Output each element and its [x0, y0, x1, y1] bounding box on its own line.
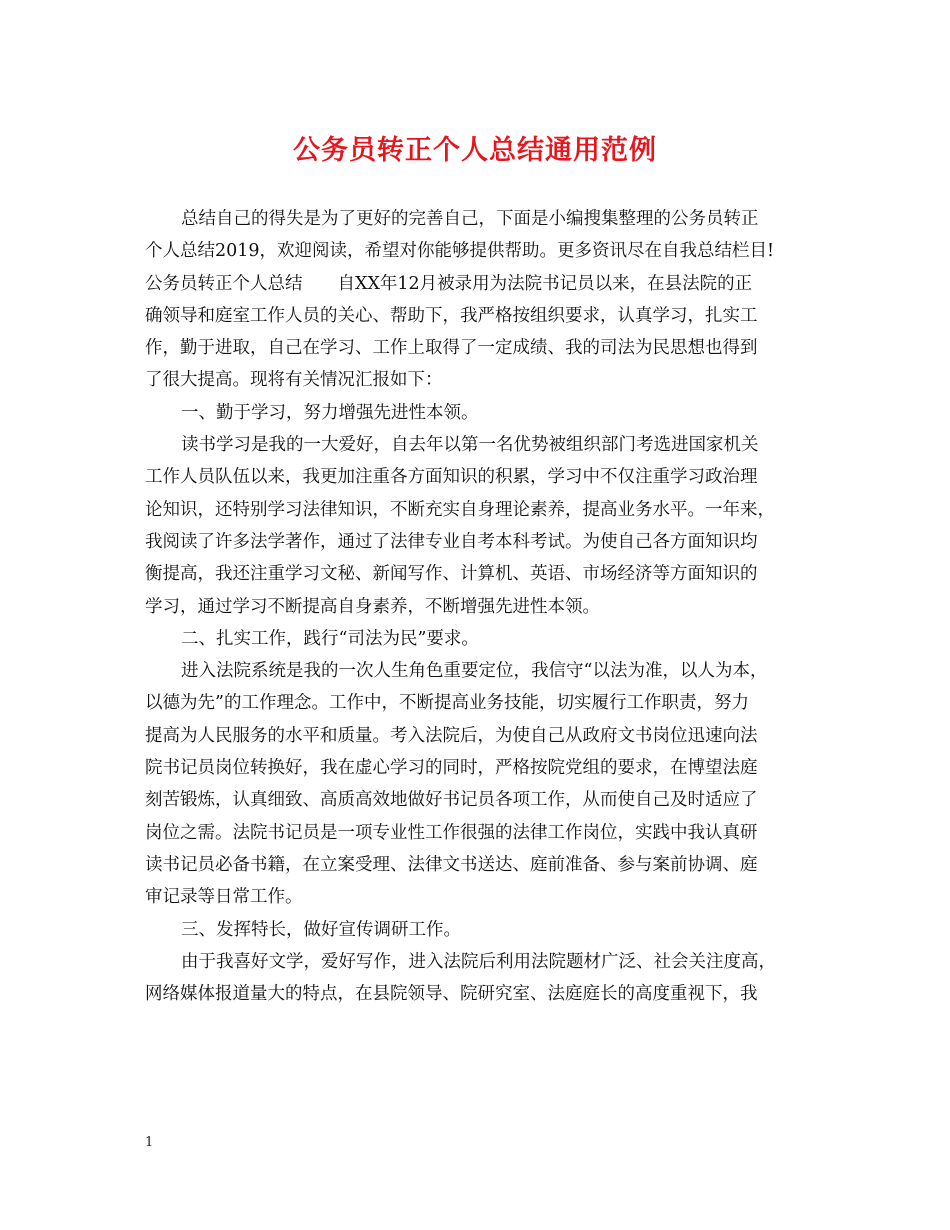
- text-line: 总结自己的得失是为了更好的完善自己，下面是小编搜集整理的公务员转正: [181, 209, 759, 229]
- text-line: 工作人员队伍以来，我更加注重各方面知识的积累，学习中不仅注重学习政治理: [145, 467, 758, 488]
- text-line: 公务员转正个人总结 自XX年12月被录用为法院书记员以来，在县法院的正: [145, 273, 753, 294]
- text-line: 三、发挥特长，做好宣传调研工作。: [181, 919, 461, 940]
- text-line: 衡提高，我还注重学习文秘、新闻写作、计算机、英语、市场经济等方面知识的: [145, 564, 758, 585]
- text-line: 学习，通过学习不断提高自身素养，不断增强先进性本领。: [145, 596, 600, 617]
- text-line: 网络媒体报道量大的特点，在县院领导、院研究室、法庭庭长的高度重视下，我: [145, 984, 758, 1005]
- text-line: 进入法院系统是我的一次人生角色重要定位，我信守“以法为准，以人为本，: [181, 661, 768, 682]
- text-line: 以德为先”的工作理念。工作中，不断提高业务技能，切实履行工作职责，努力: [145, 693, 749, 714]
- text-line: 论知识，还特别学习法律知识，不断充实自身理论素养，提高业务水平。一年来，: [145, 499, 775, 520]
- text-line: 提高为人民服务的水平和质量。考入法院后，为使自己从政府文书岗位迅速向法: [145, 725, 758, 746]
- text-line: 岗位之需。法院书记员是一项专业性工作很强的法律工作岗位，实践中我认真研: [145, 822, 758, 843]
- text-line: 我阅读了许多法学著作，通过了法律专业自考本科考试。为使自己各方面知识均: [145, 531, 758, 552]
- text-line: 了很大提高。现将有关情况汇报如下：: [145, 370, 443, 391]
- text-line: 个人总结2019，欢迎阅读，希望对你能够提供帮助。更多资讯尽在自我总结栏目!: [145, 241, 775, 262]
- text-line: 读书学习是我的一大爱好，自去年以第一名优势被组织部门考选进国家机关: [181, 435, 759, 456]
- page-number: 1: [145, 1135, 154, 1150]
- text-line: 作，勤于进取，自己在学习、工作上取得了一定成绩、我的司法为民思想也得到: [145, 338, 758, 359]
- text-line: 审记录等日常工作。: [145, 887, 303, 908]
- text-line: 刻苦锻炼，认真细致、高质高效地做好书记员各项工作，从而使自己及时适应了: [145, 790, 758, 811]
- document-title: 公务员转正个人总结通用范例: [293, 135, 657, 166]
- text-line: 读书记员必备书籍，在立案受理、法律文书送达、庭前准备、参与案前协调、庭: [145, 854, 758, 875]
- text-line: 院书记员岗位转换好，我在虚心学习的同时，严格按院党组的要求，在博望法庭: [145, 758, 758, 779]
- document-body: [145, 203, 805, 1010]
- text-line: 一、勤于学习，努力增强先进性本领。: [181, 402, 479, 423]
- text-line: 确领导和庭室工作人员的关心、帮助下，我严格按组织要求，认真学习，扎实工: [145, 305, 758, 326]
- text-line: 二、扎实工作，践行“司法为民”要求。: [181, 628, 479, 649]
- text-line: 由于我喜好文学，爱好写作，进入法院后利用法院题材广泛、社会关注度高，: [181, 951, 776, 972]
